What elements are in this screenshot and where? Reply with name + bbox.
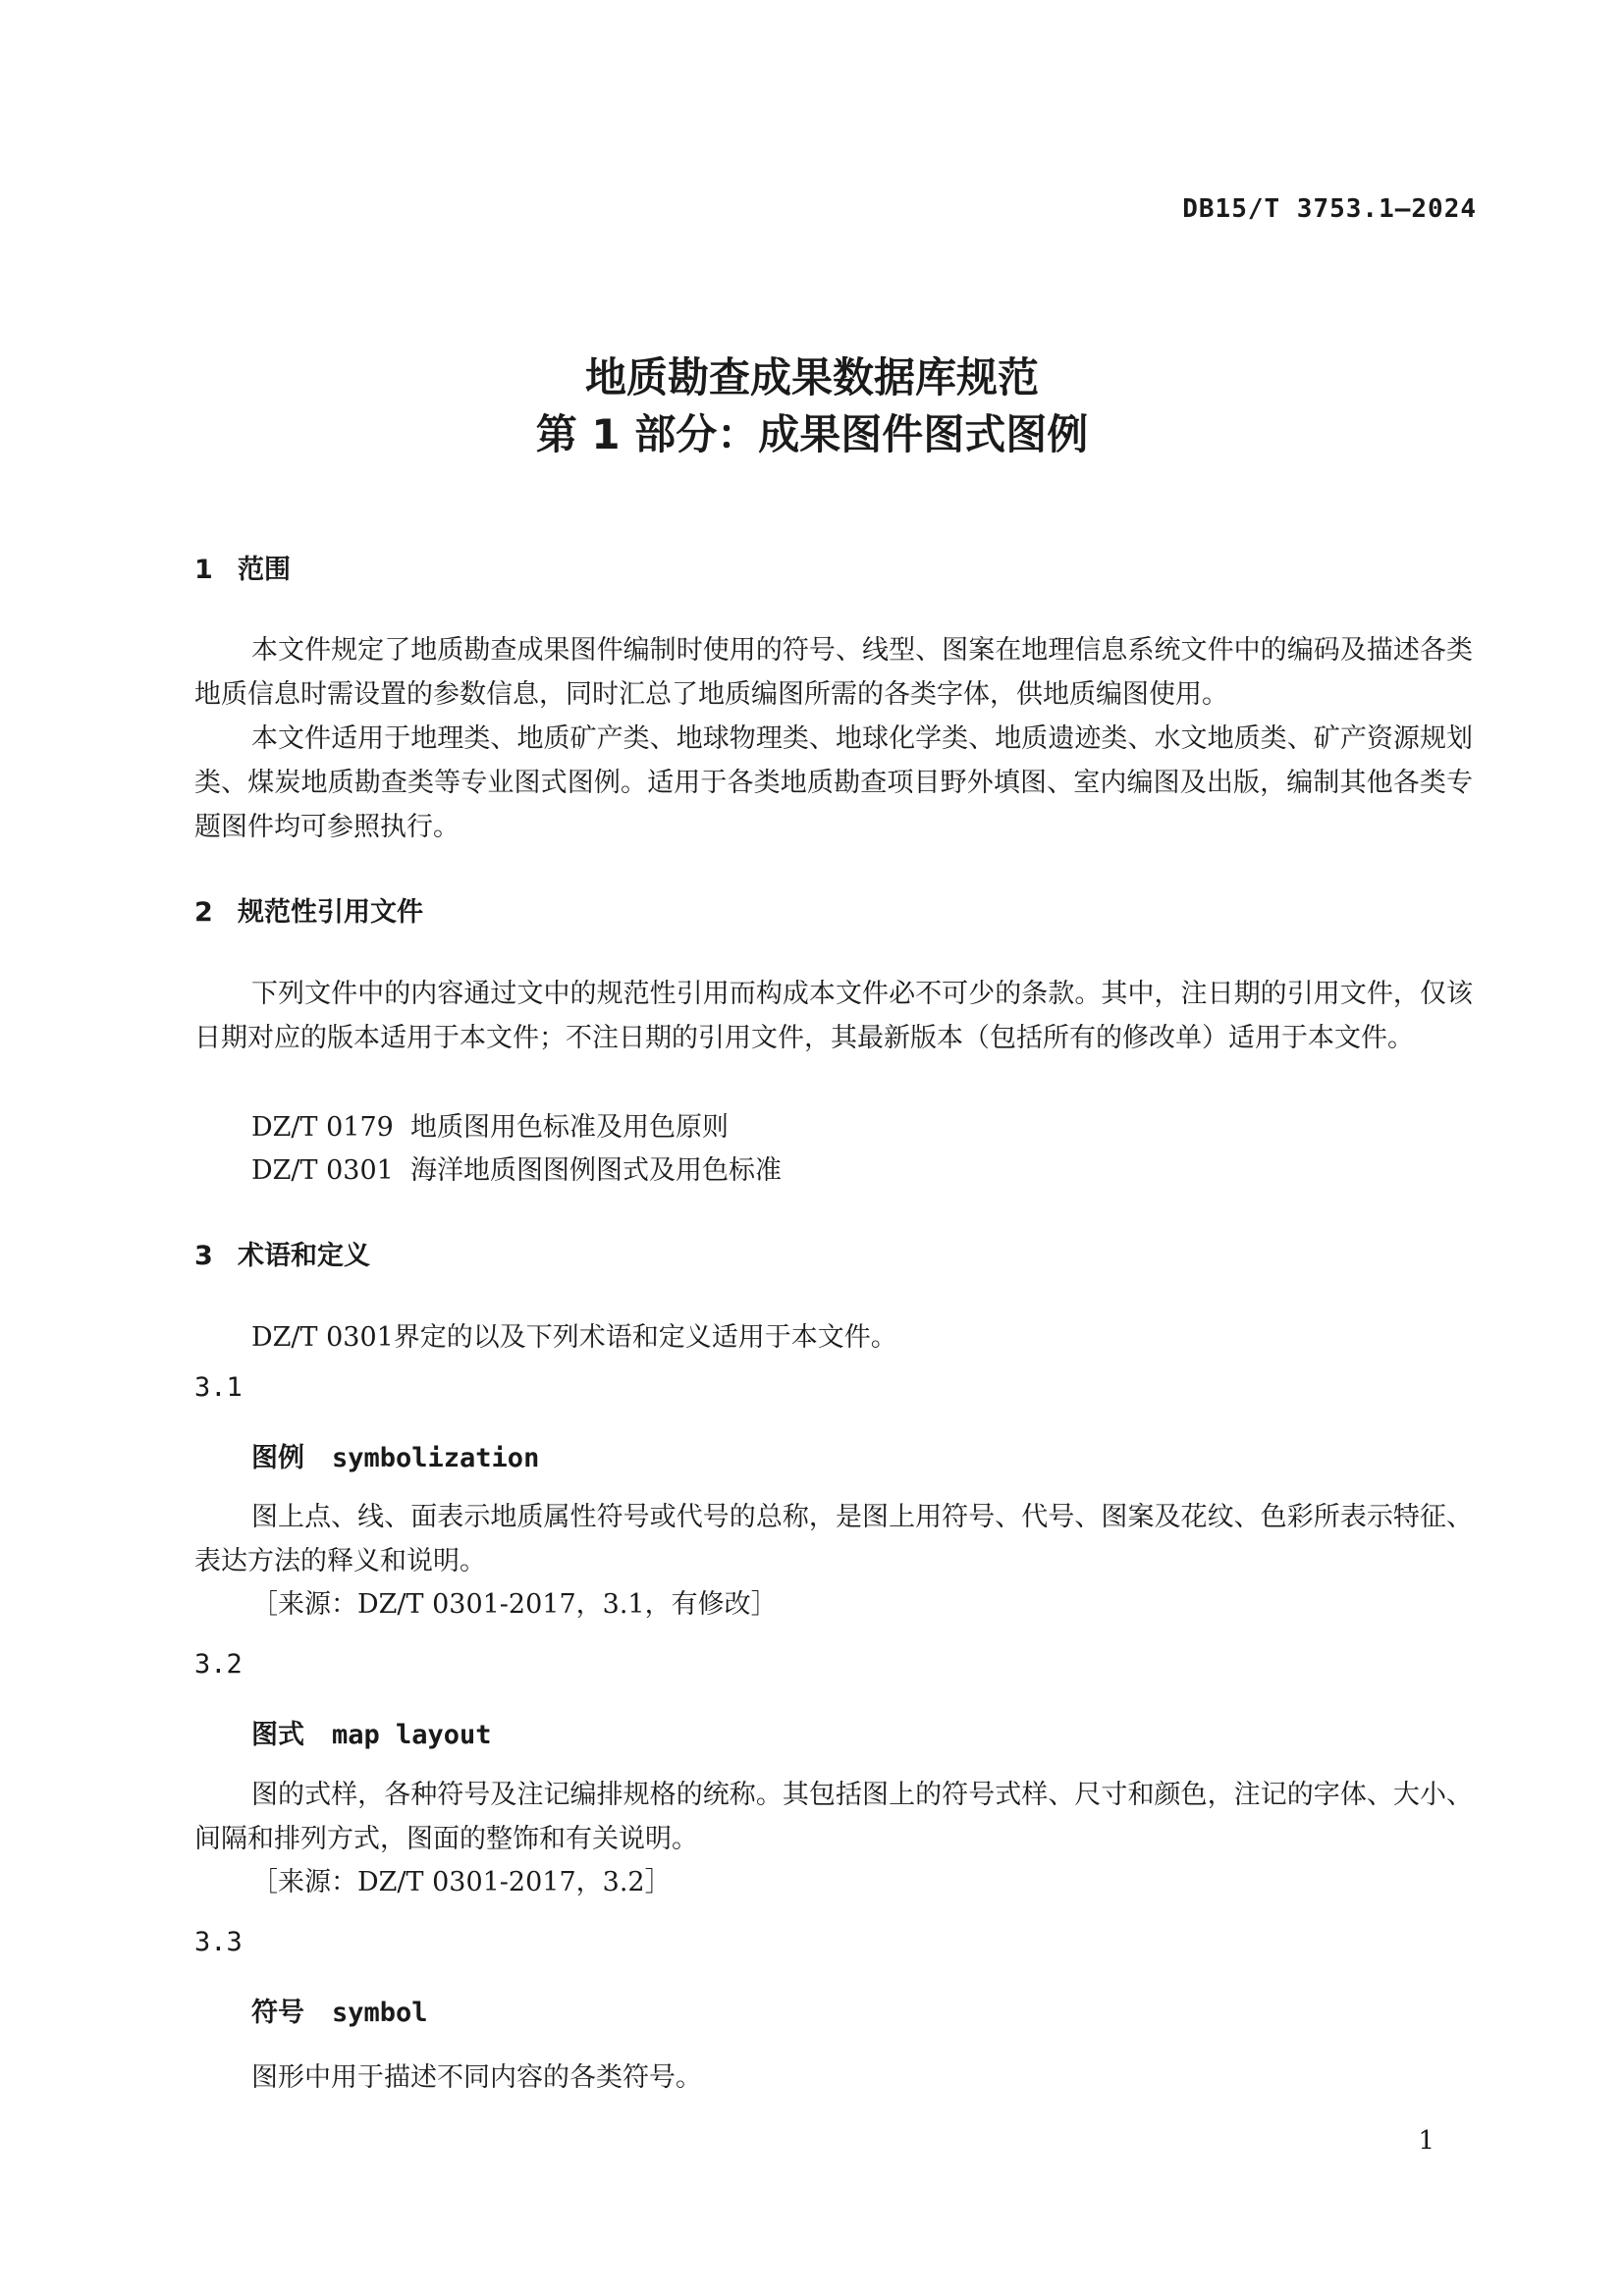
term-number: 3.3 — [194, 1927, 243, 1957]
reference-code: DZ/T 0301 — [251, 1155, 394, 1186]
term-definition: 图形中用于描述不同内容的各类符号。 — [251, 2062, 702, 2093]
section-3-intro: DZ/T 0301界定的以及下列术语和定义适用于本文件。 — [251, 1322, 897, 1353]
section-1-paragraph-2: 本文件适用于地理类、地质矿产类、地球物理类、地球化学类、地质遗迹类、水文地质类、矿产资源规划类、煤炭地质勘查类等专业图式图例。适用于各类地质勘查项目野外填图、室内编图及出版，编制其他各类专题图件均可参照执行。 — [194, 723, 1473, 842]
section-1-number: 1 — [194, 555, 213, 585]
term-definition: 图的式样，各种符号及注记编排规格的统称。其包括图上的符号式样、尺寸和颜色，注记的字体、大小、间隔和排列方式，图面的整饰和有关说明。 — [194, 1780, 1473, 1854]
term-en: map layout — [332, 1720, 492, 1750]
term-source: ［来源：DZ/T 0301-2017，3.2］ — [251, 1867, 672, 1897]
reference-title: 海洋地质图图例图式及用色标准 — [410, 1155, 782, 1186]
term-zh: 图例 — [251, 1443, 304, 1473]
section-3-title: 术语和定义 — [238, 1241, 370, 1271]
term-heading — [251, 1991, 428, 2029]
term-zh: 图式 — [251, 1720, 304, 1750]
document-title-line-2: 第 1 部分：成果图件图式图例 — [535, 410, 1089, 458]
section-2-paragraph: 下列文件中的内容通过文中的规范性引用而构成本文件必不可少的条款。其中，注日期的引用文件，仅该日期对应的版本适用于本文件；不注日期的引用文件，其最新版本（包括所有的修改单）适用于本文件。 — [194, 979, 1473, 1053]
document-title-line-1: 地质勘查成果数据库规范 — [584, 353, 1039, 401]
section-1-paragraph-1: 本文件规定了地质勘查成果图件编制时使用的符号、线型、图案在地理信息系统文件中的编码及描述各类地质信息时需设置的参数信息，同时汇总了地质编图所需的各类字体，供地质编图使用。 — [194, 635, 1473, 710]
term-number: 3.1 — [194, 1372, 243, 1403]
term-heading — [251, 1713, 492, 1751]
term-number: 3.2 — [194, 1649, 243, 1680]
section-2-heading — [194, 890, 423, 929]
term-source: ［来源：DZ/T 0301-2017，3.1，有修改］ — [251, 1589, 778, 1620]
section-1-title: 范围 — [238, 555, 291, 585]
term-en: symbol — [332, 1998, 428, 2028]
section-2-number: 2 — [194, 897, 213, 928]
term-heading — [251, 1436, 539, 1474]
reference-title: 地质图用色标准及用色原则 — [410, 1112, 729, 1143]
term-en: symbolization — [332, 1443, 540, 1473]
reference-code: DZ/T 0179 — [251, 1112, 394, 1143]
page-number: 1 — [1418, 2126, 1435, 2156]
term-zh: 符号 — [251, 1998, 304, 2028]
section-3-number: 3 — [194, 1241, 213, 1271]
section-1-heading — [194, 548, 291, 586]
reference-item — [251, 1105, 729, 1144]
section-3-heading — [194, 1234, 370, 1272]
standard-code: DB15/T 3753.1—2024 — [1182, 194, 1477, 224]
section-2-title: 规范性引用文件 — [238, 897, 423, 928]
reference-item — [251, 1148, 782, 1187]
term-definition: 图上点、线、面表示地质属性符号或代号的总称，是图上用符号、代号、图案及花纹、色彩所表示特征、表达方法的释义和说明。 — [194, 1502, 1473, 1576]
